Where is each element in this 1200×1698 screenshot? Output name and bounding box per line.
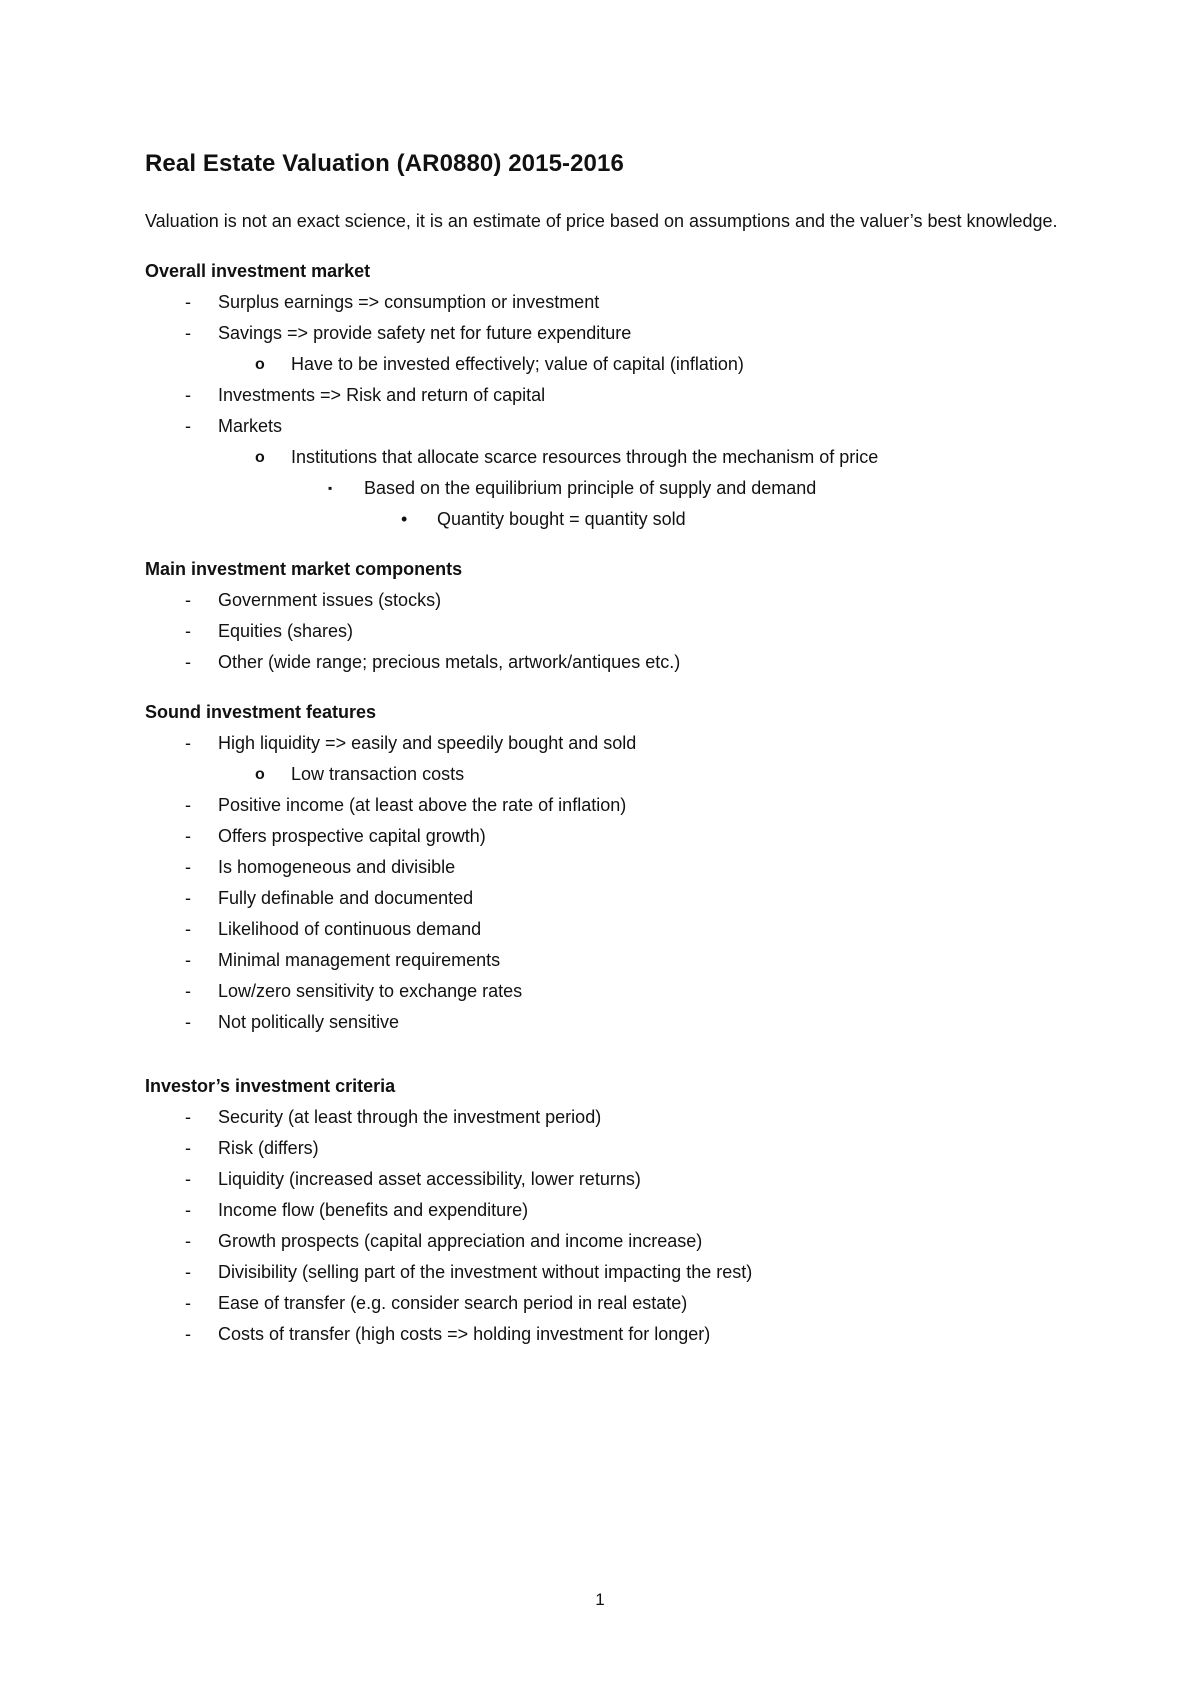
list-item-text: Liquidity (increased asset accessibility, lower returns): [218, 1169, 641, 1189]
list-item-text: Other (wide range; precious metals, artwork/antiques etc.): [218, 652, 681, 672]
document-title: Real Estate Valuation (AR0880) 2015-2016: [145, 150, 624, 177]
list-item: [145, 616, 1075, 647]
page-content: [145, 148, 1075, 1369]
dash-bullet-icon: -: [185, 1231, 191, 1251]
list-item: [145, 1195, 1075, 1226]
list-item: [145, 411, 1075, 442]
list-item: [145, 852, 1075, 883]
list-item: [145, 1288, 1075, 1319]
dash-bullet-icon: -: [185, 1324, 191, 1344]
circle-bullet-icon: o: [255, 449, 265, 466]
section-heading: Main investment market components: [145, 559, 463, 579]
list-item: [145, 380, 1075, 411]
dash-bullet-icon: -: [185, 950, 191, 970]
section-heading: Investor’s investment criteria: [145, 1076, 396, 1096]
list-item-text: Ease of transfer (e.g. consider search period in real estate): [218, 1293, 688, 1313]
list-item-text: Government issues (stocks): [218, 590, 442, 610]
list-item: [145, 585, 1075, 616]
list-item: [145, 790, 1075, 821]
list-item: [145, 287, 1075, 318]
list-item-text: Costs of transfer (high costs => holding investment for longer): [218, 1324, 711, 1344]
list-item-text: Likelihood of continuous demand: [218, 919, 482, 939]
section-investors-investment-criteria: [145, 1071, 1075, 1350]
list-item-text: Fully definable and documented: [218, 888, 474, 908]
list-item-text: Investments => Risk and return of capital: [218, 385, 546, 405]
circle-bullet-icon: o: [255, 766, 265, 783]
list-item: [145, 728, 1075, 759]
dash-bullet-icon: -: [185, 981, 191, 1001]
list-item: [145, 442, 1075, 473]
section-heading: Overall investment market: [145, 261, 371, 281]
list-item: [145, 473, 1075, 504]
list-item: [145, 349, 1075, 380]
list-item-text: Institutions that allocate scarce resources through the mechanism of price: [291, 447, 879, 467]
intro-paragraph: Valuation is not an exact science, it is an estimate of price based on assumptions and the valuer’s best knowledge.: [145, 211, 1058, 231]
list-item-text: Positive income (at least above the rate of inflation): [218, 795, 627, 815]
dash-bullet-icon: -: [185, 1012, 191, 1032]
list-item: [145, 1319, 1075, 1350]
dash-bullet-icon: -: [185, 1200, 191, 1220]
list-item: [145, 914, 1075, 945]
list-item: [145, 504, 1075, 535]
list-item: [145, 883, 1075, 914]
list-item-text: Equities (shares): [218, 621, 354, 641]
list-item-text: Minimal management requirements: [218, 950, 501, 970]
dash-bullet-icon: -: [185, 888, 191, 908]
section-sound-investment-features: [145, 697, 1075, 1038]
dash-bullet-icon: -: [185, 323, 191, 343]
section-main-investment-market-components: [145, 554, 1075, 678]
list-item-text: High liquidity => easily and speedily bought and sold: [218, 733, 637, 753]
list-item-text: Based on the equilibrium principle of supply and demand: [364, 478, 817, 498]
dash-bullet-icon: -: [185, 652, 191, 672]
list-item-text: Growth prospects (capital appreciation and income increase): [218, 1231, 703, 1251]
list-item: [145, 759, 1075, 790]
square-bullet-icon: ▪: [328, 481, 333, 495]
list-item-text: Income flow (benefits and expenditure): [218, 1200, 529, 1220]
dash-bullet-icon: -: [185, 1107, 191, 1127]
list-item-text: Low transaction costs: [291, 764, 465, 784]
list-item: [145, 1164, 1075, 1195]
bullet-list: [145, 1102, 1075, 1350]
dash-bullet-icon: -: [185, 733, 191, 753]
list-item-text: Surplus earnings => consumption or investment: [218, 292, 600, 312]
dash-bullet-icon: -: [185, 590, 191, 610]
list-item: [145, 945, 1075, 976]
section-heading: Sound investment features: [145, 702, 377, 722]
list-item-text: Markets: [218, 416, 283, 436]
bullet-list: [145, 585, 1075, 678]
list-item: [145, 318, 1075, 349]
circle-bullet-icon: o: [255, 356, 265, 373]
list-item: [145, 1102, 1075, 1133]
bullet-list: [145, 728, 1075, 1038]
dash-bullet-icon: -: [185, 919, 191, 939]
list-item-text: Have to be invested effectively; value of capital (inflation): [291, 354, 744, 374]
dash-bullet-icon: -: [185, 385, 191, 405]
dash-bullet-icon: -: [185, 621, 191, 641]
dash-bullet-icon: -: [185, 1169, 191, 1189]
section-overall-investment-market: [145, 256, 1075, 535]
dash-bullet-icon: -: [185, 857, 191, 877]
list-item-text: Risk (differs): [218, 1138, 319, 1158]
bullet-list: [145, 287, 1075, 535]
list-item: [145, 1226, 1075, 1257]
list-item: [145, 821, 1075, 852]
list-item: [145, 1007, 1075, 1038]
list-item-text: Quantity bought = quantity sold: [437, 509, 686, 529]
list-item-text: Low/zero sensitivity to exchange rates: [218, 981, 523, 1001]
list-item: [145, 1257, 1075, 1288]
dash-bullet-icon: -: [185, 795, 191, 815]
dash-bullet-icon: -: [185, 1293, 191, 1313]
list-item-text: Security (at least through the investment period): [218, 1107, 602, 1127]
dash-bullet-icon: -: [185, 416, 191, 436]
list-item-text: Divisibility (selling part of the investment without impacting the rest): [218, 1262, 753, 1282]
dash-bullet-icon: -: [185, 1138, 191, 1158]
list-item-text: Is homogeneous and divisible: [218, 857, 456, 877]
list-item: [145, 647, 1075, 678]
dot-bullet-icon: •: [401, 509, 408, 529]
list-item-text: Savings => provide safety net for future expenditure: [218, 323, 632, 343]
dash-bullet-icon: -: [185, 292, 191, 312]
list-item: [145, 1133, 1075, 1164]
list-item: [145, 976, 1075, 1007]
page-number: 1: [595, 1590, 605, 1609]
dash-bullet-icon: -: [185, 826, 191, 846]
dash-bullet-icon: -: [185, 1262, 191, 1282]
list-item-text: Offers prospective capital growth): [218, 826, 486, 846]
list-item-text: Not politically sensitive: [218, 1012, 400, 1032]
